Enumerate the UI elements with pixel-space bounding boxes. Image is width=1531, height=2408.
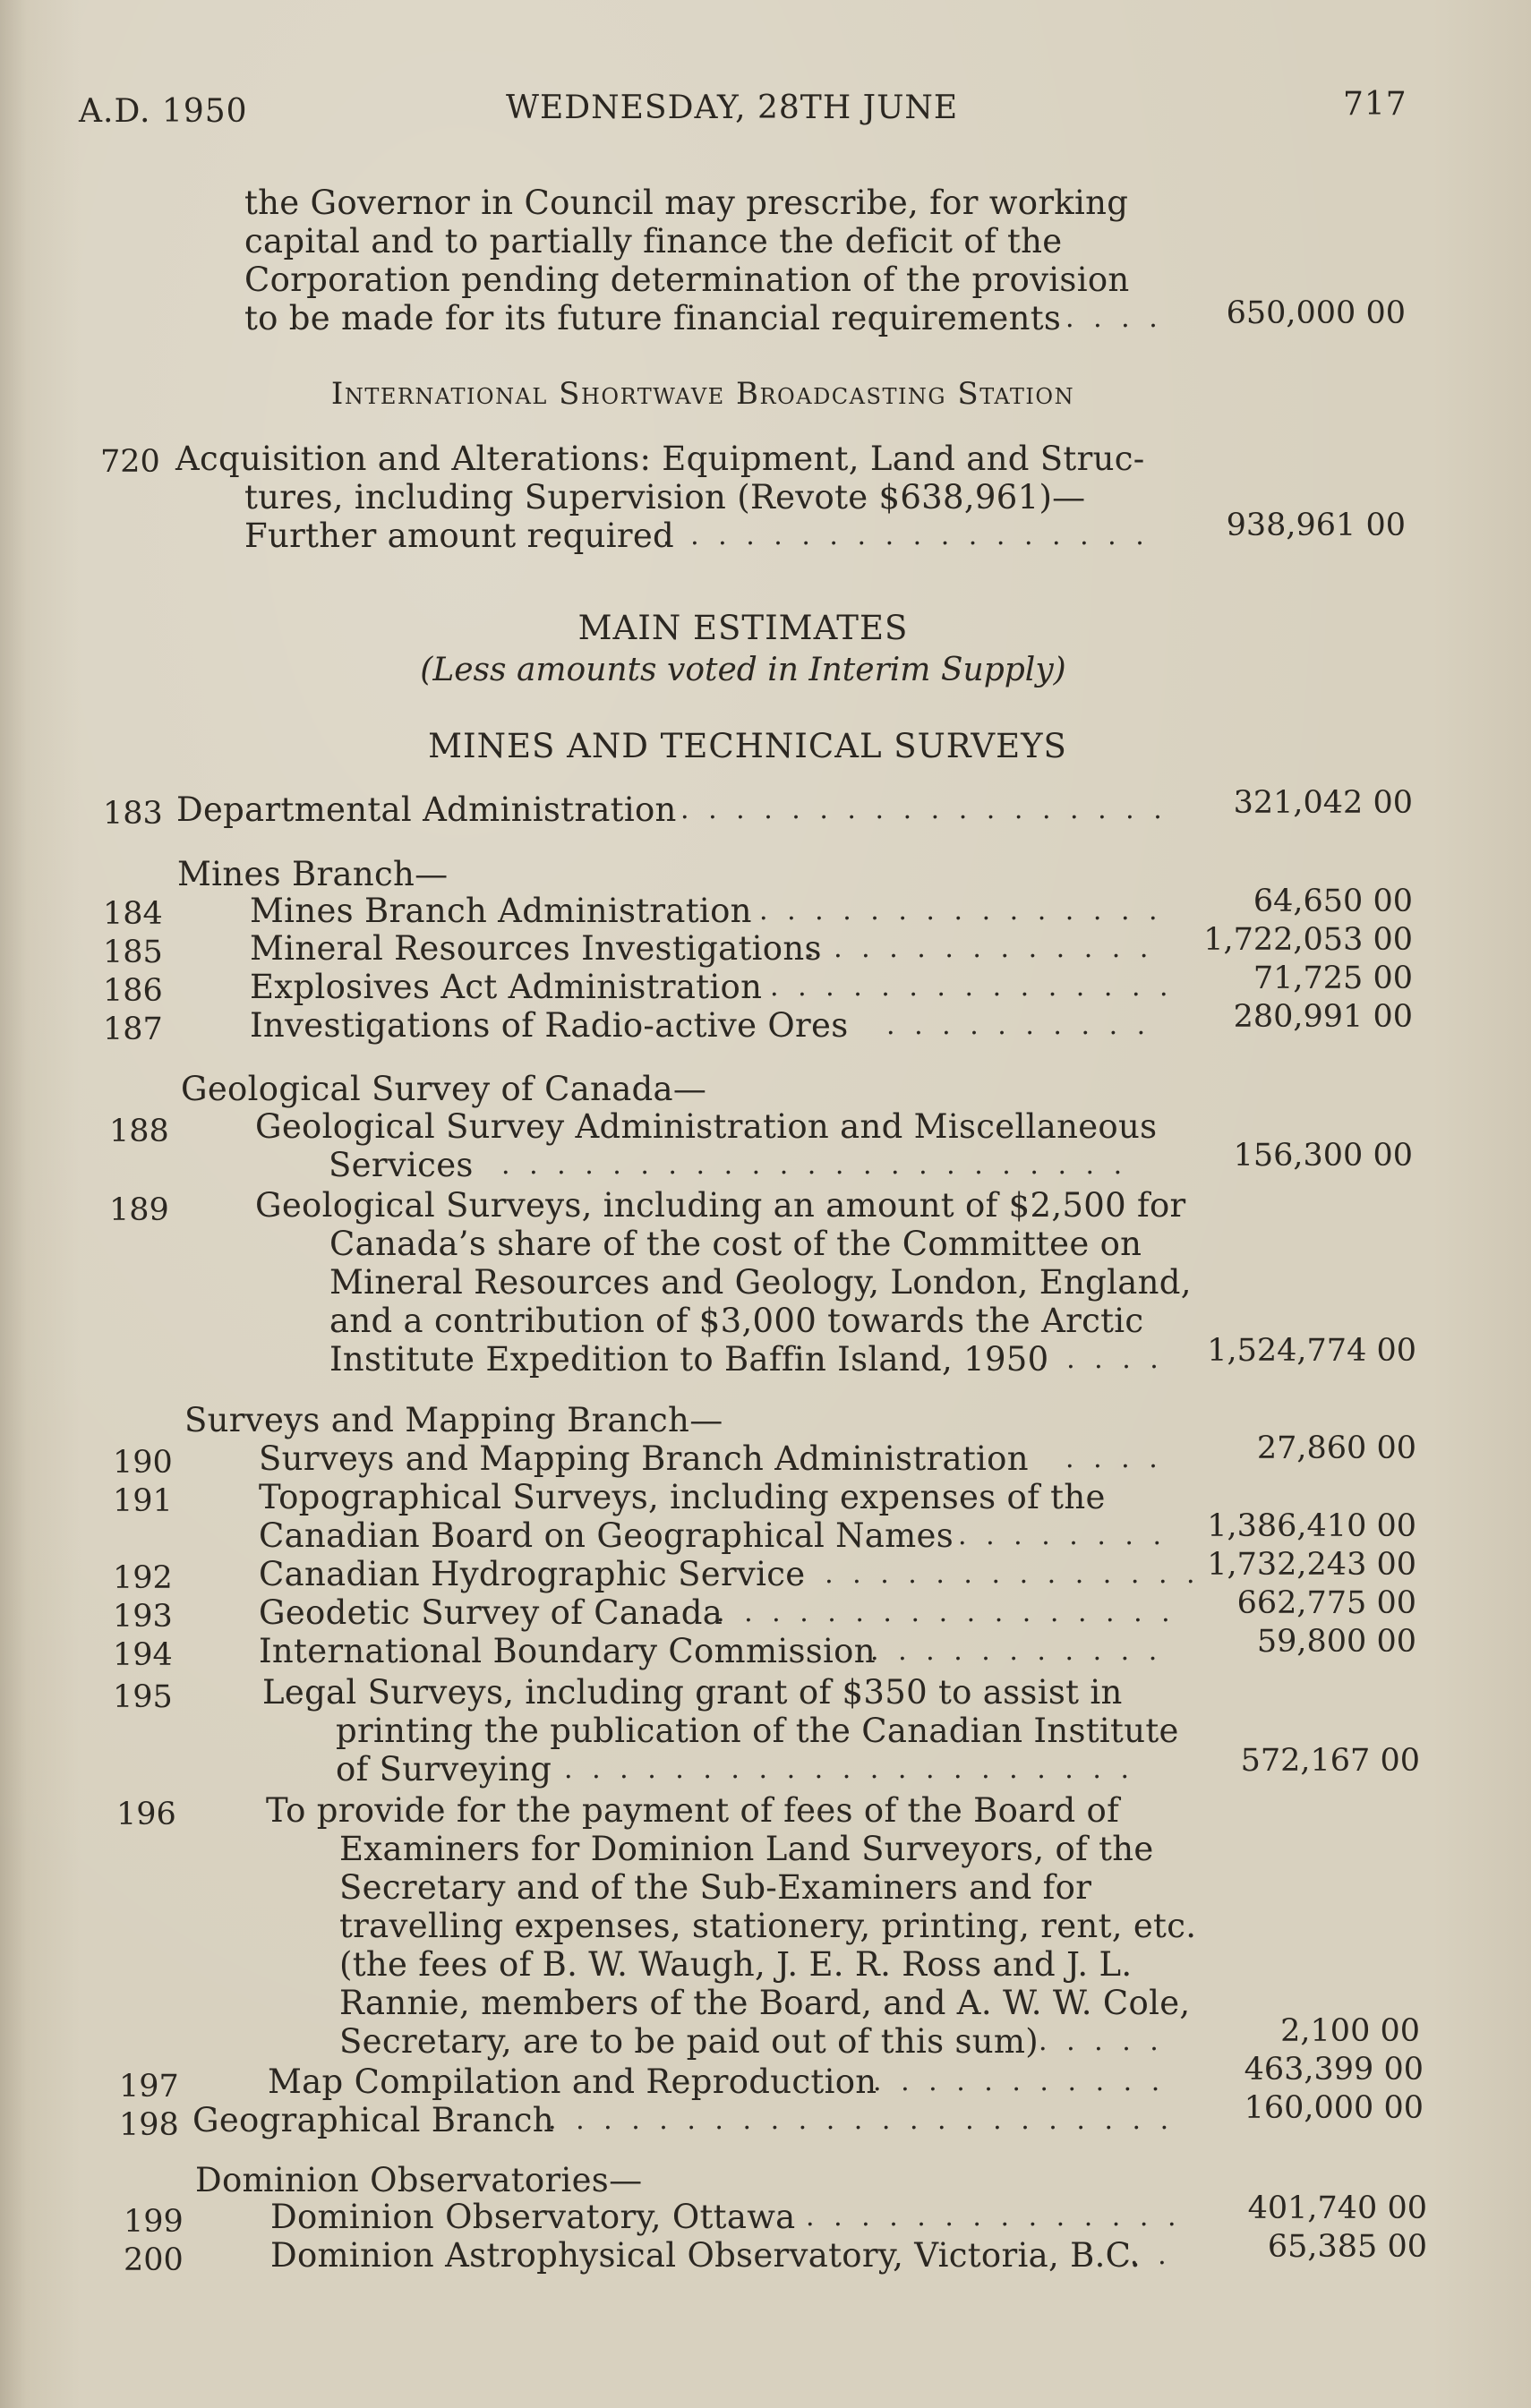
leader-dots: . . . . . . . . . . . . . . . . . . . . . . . — [501, 1149, 1128, 1181]
leader-dots: . . . . . . . . . . . — [870, 1635, 1163, 1667]
item-191-line-2: Canadian Board on Geographical Names — [259, 1516, 954, 1555]
item-188-line-1: Geological Survey Administration and Miscellaneous — [255, 1107, 1158, 1146]
item-number-194: 194 — [113, 1637, 173, 1673]
item-188-amount: 156,300 00 — [1233, 1138, 1413, 1174]
leader-dots: . . . . . . . . . . . . . — [806, 933, 1154, 964]
header-year: A.D. 1950 — [79, 93, 248, 130]
item-197-amount: 463,399 00 — [1244, 2052, 1424, 2088]
header-date: WEDNESDAY, 28TH JUNE — [506, 90, 959, 126]
surveys-mapping-heading: Surveys and Mapping Branch— — [184, 1401, 723, 1439]
leader-dots: . . . . . . . . . . . . . . . — [797, 1558, 1201, 1590]
item-number-200: 200 — [124, 2242, 184, 2278]
leader-dots: . . . . . . . . . . . — [873, 2066, 1166, 2097]
item-184-label: Mines Branch Administration — [250, 892, 752, 930]
item-199-label: Dominion Observatory, Ottawa — [270, 2198, 796, 2236]
item-number-183: 183 — [103, 796, 163, 832]
item-184-amount: 64,650 00 — [1253, 884, 1413, 919]
item-number-189: 189 — [109, 1192, 169, 1228]
item-number-720: 720 — [100, 444, 160, 480]
item-189-line-4: and a contribution of $3,000 towards the Arctic — [329, 1302, 1144, 1340]
item-number-196: 196 — [116, 1797, 176, 1832]
item-183-label: Departmental Administration — [176, 790, 677, 829]
item-196-line-1: To provide for the payment of fees of the Board of — [266, 1791, 1120, 1830]
item-194-amount: 59,800 00 — [1256, 1624, 1416, 1660]
item-195-line-1: Legal Surveys, including grant of $350 to assist in — [262, 1673, 1123, 1712]
item-196-amount: 2,100 00 — [1280, 2013, 1420, 2049]
item-720-line-2: tures, including Supervision (Revote $638,961)— — [244, 478, 1086, 517]
item-190-amount: 27,860 00 — [1256, 1430, 1416, 1466]
item-number-197: 197 — [119, 2069, 179, 2105]
item-197-label: Map Compilation and Reproduction — [268, 2062, 877, 2101]
item-196-line-5: (the fees of B. W. Waugh, J. E. R. Ross and J. L. — [339, 1945, 1133, 1984]
item-number-198: 198 — [119, 2107, 179, 2143]
item-number-185: 185 — [103, 935, 163, 970]
item-195-amount: 572,167 00 — [1240, 1743, 1420, 1779]
item-196-line-7: Secretary, are to be paid out of this sum) — [339, 2022, 1039, 2061]
item-number-184: 184 — [103, 896, 163, 932]
item-190-label: Surveys and Mapping Branch Administration — [259, 1439, 1029, 1478]
geological-survey-heading: Geological Survey of Canada— — [181, 1070, 707, 1108]
item-187-amount: 280,991 00 — [1233, 999, 1413, 1035]
leader-dots: . . . . . — [1039, 1344, 1164, 1375]
intro-line-1: the Governor in Council may prescribe, for working — [244, 184, 1129, 222]
item-189-line-3: Mineral Resources and Geology, London, England, — [329, 1263, 1192, 1302]
item-number-186: 186 — [103, 973, 163, 1009]
intro-amount: 650,000 00 — [1226, 295, 1406, 331]
item-number-190: 190 — [113, 1445, 173, 1481]
item-185-label: Mineral Resources Investigations — [250, 929, 822, 968]
item-number-192: 192 — [113, 1560, 173, 1596]
observatories-heading: Dominion Observatories— — [195, 2161, 643, 2199]
main-estimates-title: MAIN ESTIMATES — [577, 609, 909, 647]
item-196-line-6: Rannie, members of the Board, and A. W. W. Cole, — [339, 1984, 1191, 2022]
item-number-188: 188 — [109, 1114, 169, 1149]
section-title-isb: International Shortwave Broadcasting Station — [330, 376, 1075, 412]
leader-dots: . . . . — [1065, 1443, 1163, 1474]
page-number: 717 — [1343, 86, 1407, 123]
leader-dots: . . . . . . . . . . . . . . . . . . — [680, 794, 1167, 825]
item-number-191: 191 — [113, 1483, 173, 1519]
leader-dots: . . . . . . . . . . . . . . . . . — [716, 1597, 1176, 1628]
item-198-amount: 160,000 00 — [1244, 2090, 1424, 2126]
item-189-line-5: Institute Expedition to Baffin Island, 1950 — [329, 1340, 1049, 1379]
item-186-amount: 71,725 00 — [1253, 961, 1413, 996]
item-195-line-3: of Surveying — [336, 1750, 552, 1789]
leader-dots: . . . . . . . . . . — [886, 1010, 1151, 1041]
item-720-amount: 938,961 00 — [1226, 508, 1406, 543]
item-200-label: Dominion Astrophysical Observatory, Victoria, B.C. — [270, 2236, 1142, 2275]
item-187-label: Investigations of Radio-active Ores — [250, 1006, 849, 1045]
item-189-line-1: Geological Surveys, including an amount of $2,500 for — [255, 1186, 1186, 1225]
item-191-amount: 1,386,410 00 — [1207, 1508, 1416, 1544]
item-number-187: 187 — [103, 1012, 163, 1047]
item-192-amount: 1,732,243 00 — [1207, 1547, 1416, 1583]
department-title: MINES AND TECHNICAL SURVEYS — [428, 727, 1067, 765]
item-720-line-1: Acquisition and Alterations: Equipment, Land and Struc- — [175, 440, 1145, 478]
intro-line-4: to be made for its future financial requirements — [244, 299, 1062, 337]
item-720-line-3: Further amount required — [244, 517, 675, 555]
item-189-line-2: Canada’s share of the cost of the Committee on — [329, 1225, 1142, 1263]
item-196-line-2: Examiners for Dominion Land Surveyors, of the — [339, 1830, 1154, 1868]
item-188-line-2: Services — [329, 1146, 474, 1184]
leader-dots: . . . . . — [1039, 2026, 1164, 2057]
item-200-amount: 65,385 00 — [1267, 2229, 1427, 2265]
item-186-label: Explosives Act Administration — [250, 968, 763, 1006]
leader-dots: . . . . . . . . . . . . . . . — [770, 971, 1174, 1003]
leader-dots: . . . . . . . . — [958, 1520, 1167, 1551]
leader-dots: . . . . — [1065, 303, 1163, 334]
item-195-line-2: printing the publication of the Canadian Institute — [336, 1712, 1179, 1750]
mines-branch-heading: Mines Branch— — [177, 855, 449, 893]
item-196-line-4: travelling expenses, stationery, printing, rent, etc. — [339, 1907, 1197, 1945]
item-192-label: Canadian Hydrographic Service — [259, 1555, 806, 1593]
intro-line-2: capital and to partially finance the deficit of the — [244, 222, 1063, 260]
leader-dots: . . . . . . . . . . . . . . . . . . . . . — [564, 1754, 1134, 1785]
leader-dots: . . . . . . . . . . . . . . . . . . . . . . . — [548, 2105, 1175, 2136]
item-194-label: International Boundary Commission — [259, 1632, 876, 1670]
item-189-amount: 1,524,774 00 — [1207, 1333, 1416, 1369]
item-193-amount: 662,775 00 — [1236, 1585, 1416, 1621]
leader-dots: . . . . . . . . . . . . . . . — [759, 895, 1163, 926]
item-193-label: Geodetic Survey of Canada — [259, 1593, 723, 1632]
item-191-line-1: Topographical Surveys, including expenses of the — [259, 1478, 1106, 1516]
leader-dots: . . . . . . . . . . . . . . . . . . — [663, 520, 1150, 551]
item-185-amount: 1,722,053 00 — [1203, 922, 1413, 958]
item-196-line-3: Secretary and of the Sub-Examiners and for — [339, 1868, 1092, 1907]
item-number-193: 193 — [113, 1599, 173, 1635]
item-183-amount: 321,042 00 — [1233, 785, 1413, 821]
item-199-amount: 401,740 00 — [1247, 2190, 1427, 2226]
intro-line-3: Corporation pending determination of the provision — [244, 260, 1130, 299]
item-number-199: 199 — [124, 2204, 184, 2240]
leader-dots: . . — [1130, 2240, 1172, 2271]
main-estimates-subtitle: (Less amounts voted in Interim Supply) — [420, 652, 1066, 688]
item-number-195: 195 — [113, 1679, 173, 1715]
leader-dots: . . . . . . . . . . . . . . — [806, 2201, 1182, 2233]
item-198-label: Geographical Branch — [192, 2101, 554, 2139]
